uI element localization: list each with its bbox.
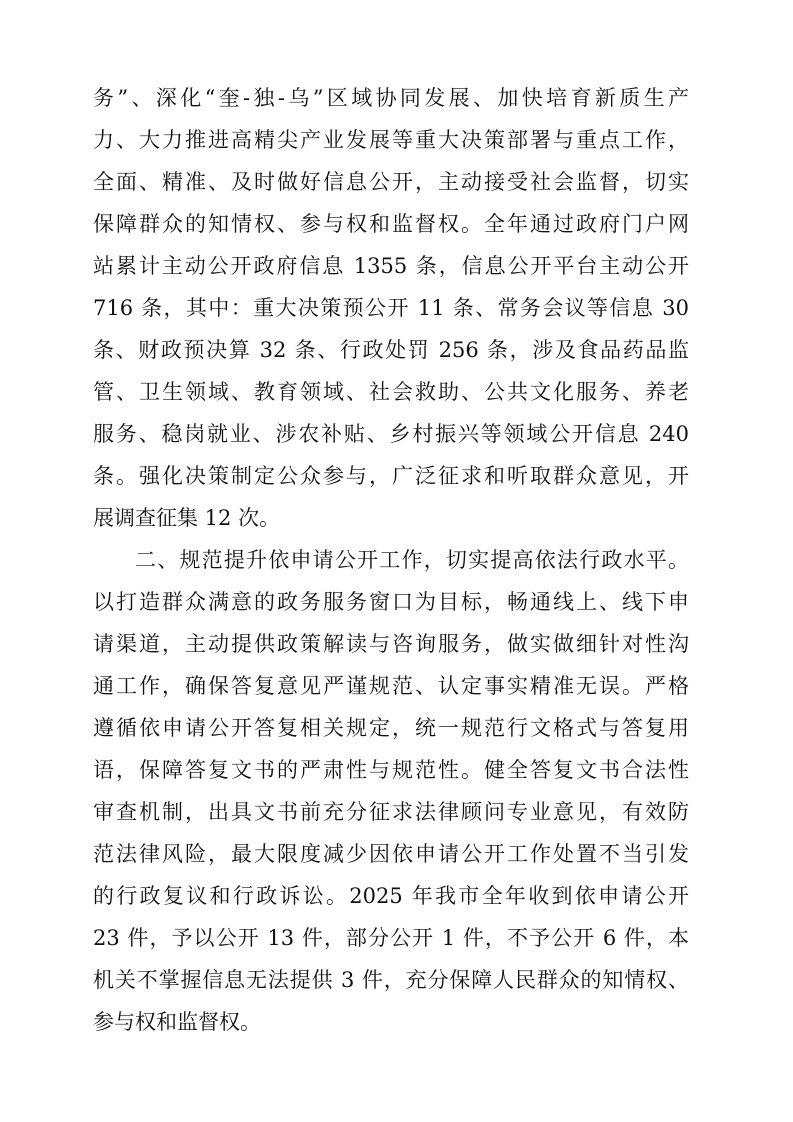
paragraph-line: 全面、精准、及时做好信息公开，主动接受社会监督，切实 xyxy=(93,170,689,194)
paragraph-line: 机关不掌握信息无法提供 3 件，充分保障人民群众的知情权、 xyxy=(93,968,689,992)
paragraph-line: 站累计主动公开政府信息 1355 条，信息公开平台主动公开 xyxy=(93,254,689,278)
paragraph-line: 通工作，确保答复意见严谨规范、认定事实精准无误。严格 xyxy=(93,674,689,698)
paragraph-application-disclosure xyxy=(93,539,689,1043)
paragraph-line: 遵循依申请公开答复相关规定，统一规范行文格式与答复用 xyxy=(93,716,689,740)
paragraph-line: 条。强化决策制定公众参与，广泛征求和听取群众意见，开 xyxy=(93,464,689,488)
document-body xyxy=(93,77,689,1043)
section-heading-line: 二、规范提升依申请公开工作，切实提高依法行政水平。 xyxy=(135,548,689,572)
paragraph-line: 展调查征集 12 次。 xyxy=(93,506,281,530)
paragraph-line: 条、财政预决算 32 条、行政处罚 256 条，涉及食品药品监 xyxy=(93,338,689,362)
paragraph-line: 审查机制，出具文书前充分征求法律顾问专业意见，有效防 xyxy=(93,800,689,824)
paragraph-line: 范法律风险，最大限度减少因依申请公开工作处置不当引发 xyxy=(93,842,689,866)
paragraph-line: 力、大力推进高精尖产业发展等重大决策部署与重点工作， xyxy=(93,128,689,152)
paragraph-line: 请渠道，主动提供政策解读与咨询服务，做实做细针对性沟 xyxy=(93,632,689,656)
paragraph-line: 以打造群众满意的政务服务窗口为目标，畅通线上、线下申 xyxy=(93,590,689,614)
paragraph-line: 服务、稳岗就业、涉农补贴、乡村振兴等领域公开信息 240 xyxy=(93,422,689,446)
paragraph-line: 716 条，其中：重大决策预公开 11 条、常务会议等信息 30 xyxy=(93,296,689,320)
paragraph-line: 23 件，予以公开 13 件，部分公开 1 件，不予公开 6 件，本 xyxy=(93,926,689,950)
paragraph-line: 管、卫生领域、教育领域、社会救助、公共文化服务、养老 xyxy=(93,380,689,404)
paragraph-line: 务”、深化“奎-独-乌”区域协同发展、加快培育新质生产 xyxy=(93,86,689,110)
paragraph-line: 参与权和监督权。 xyxy=(93,1010,261,1034)
paragraph-line: 保障群众的知情权、参与权和监督权。全年通过政府门户网 xyxy=(93,212,689,236)
paragraph-info-disclosure xyxy=(93,77,689,539)
paragraph-line: 语，保障答复文书的严肃性与规范性。健全答复文书合法性 xyxy=(93,758,689,782)
paragraph-line: 的行政复议和行政诉讼。2025 年我市全年收到依申请公开 xyxy=(93,884,689,908)
